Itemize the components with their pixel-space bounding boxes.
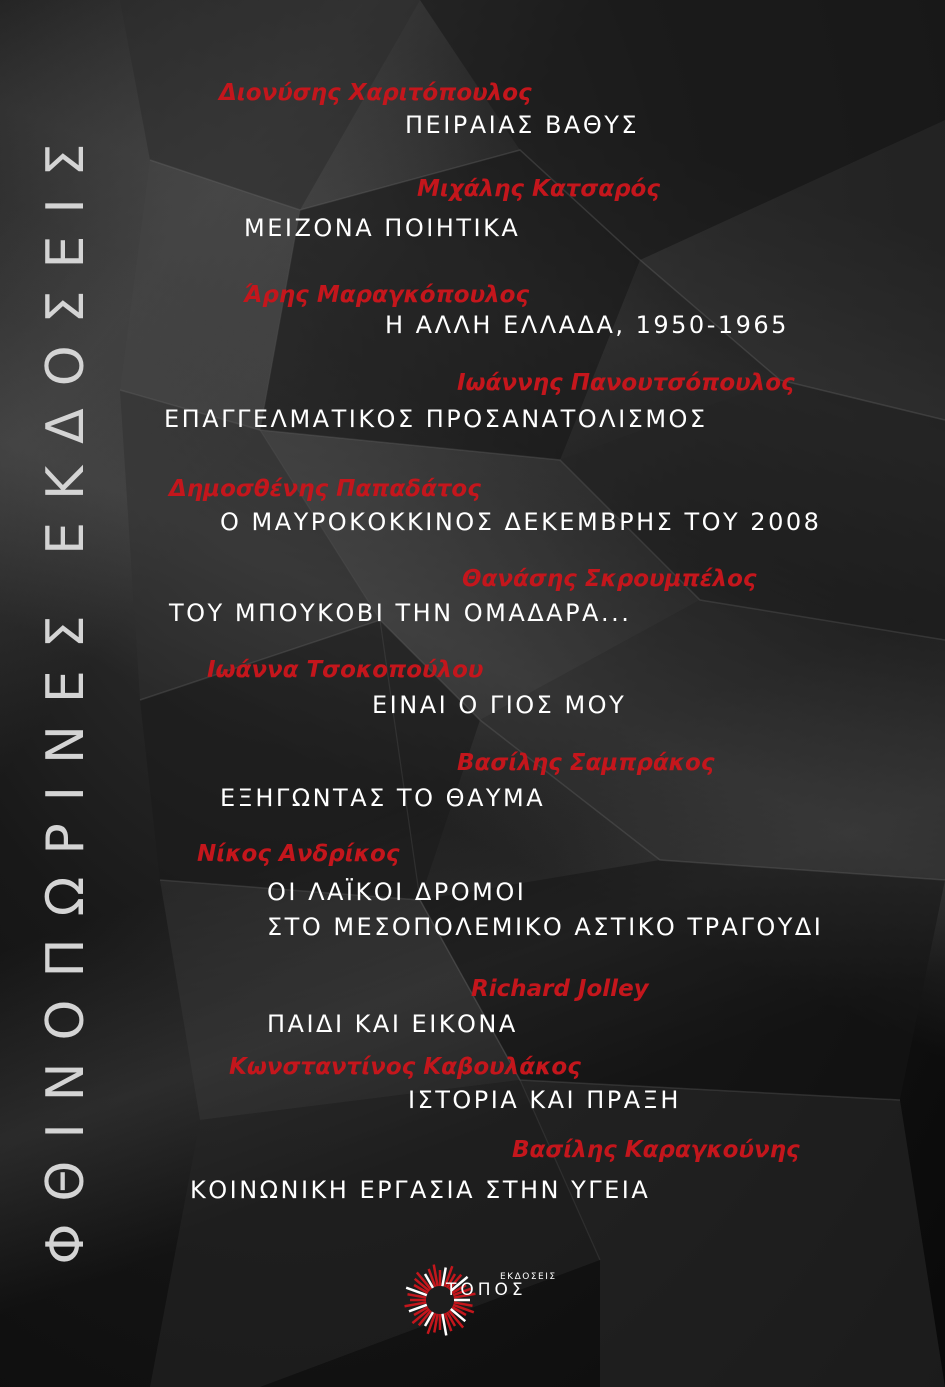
publisher-logo-name: ΤΟΠΟΣ	[446, 1280, 527, 1300]
book-8-title: ΕΞΗΓΩΝΤΑΣ ΤΟ ΘΑΥΜΑ	[220, 784, 546, 812]
book-9-author: Νίκος Ανδρίκος	[197, 841, 400, 867]
book-1-author: Διονύσης Χαριτόπουλος	[219, 80, 532, 106]
book-1-title: ΠΕΙΡΑΙΑΣ ΒΑΘΥΣ	[405, 111, 640, 139]
book-5-author: Δημοσθένης Παπαδάτος	[169, 476, 481, 502]
book-4-author: Ιωάννης Πανουτσόπουλος	[457, 370, 795, 396]
book-6-title: ΤΟΥ ΜΠΟΥΚΟΒΙ ΤΗΝ ΟΜΑΔΑΡΑ...	[169, 599, 632, 627]
spine-title-area	[38, 38, 94, 1348]
book-10-title: ΠΑΙΔΙ ΚΑΙ ΕΙΚΟΝΑ	[267, 1010, 518, 1038]
publisher-logo-small-text: ΕΚΔΟΣΕΙΣ	[500, 1272, 557, 1282]
book-9-title: ΟΙ ΛΑΪΚΟΙ ΔΡΟΜΟΙ	[267, 878, 527, 906]
book-8-author: Βασίλης Σαμπράκος	[457, 750, 715, 776]
book-3-author: Άρης Μαραγκόπουλος	[244, 282, 530, 308]
book-12-author: Βασίλης Καραγκούνης	[512, 1137, 800, 1163]
book-11-title: ΙΣΤΟΡΙΑ ΚΑΙ ΠΡΑΞΗ	[408, 1086, 681, 1114]
book-11-author: Κωνσταντίνος Καβουλάκος	[229, 1054, 581, 1080]
book-5-title: Ο ΜΑΥΡΟΚΟΚΚΙΝΟΣ ΔΕΚΕΜΒΡΗΣ ΤΟΥ 2008	[220, 508, 822, 536]
book-7-author: Ιωάννα Τσοκοπούλου	[207, 657, 484, 683]
book-2-author: Μιχάλης Κατσαρός	[417, 176, 660, 202]
book-10-author: Richard Jolley	[471, 976, 649, 1002]
book-3-title: Η ΑΛΛΗ ΕΛΛΑΔΑ, 1950-1965	[385, 311, 789, 339]
spine-title: ΦΘΙΝΟΠΩΡΙΝΕΣ ΕΚΔΟΣΕΙΣ	[36, 121, 96, 1265]
book-9-title-line2: ΣΤΟ ΜΕΣΟΠΟΛΕΜΙΚΟ ΑΣΤΙΚΟ ΤΡΑΓΟΥΔΙ	[267, 913, 824, 941]
book-12-title: ΚΟΙΝΩΝΙΚΗ ΕΡΓΑΣΙΑ ΣΤΗΝ ΥΓΕΙΑ	[190, 1176, 651, 1204]
book-2-title: ΜΕΙΖΟΝΑ ΠΟΙΗΤΙΚΑ	[244, 214, 521, 242]
book-7-title: ΕΙΝΑΙ Ο ΓΙΟΣ ΜΟΥ	[372, 691, 627, 719]
book-4-title: ΕΠΑΓΓΕΛΜΑΤΙΚΟΣ ΠΡΟΣΑΝΑΤΟΛΙΣΜΟΣ	[164, 405, 708, 433]
book-6-author: Θανάσης Σκρουμπέλος	[462, 566, 757, 592]
